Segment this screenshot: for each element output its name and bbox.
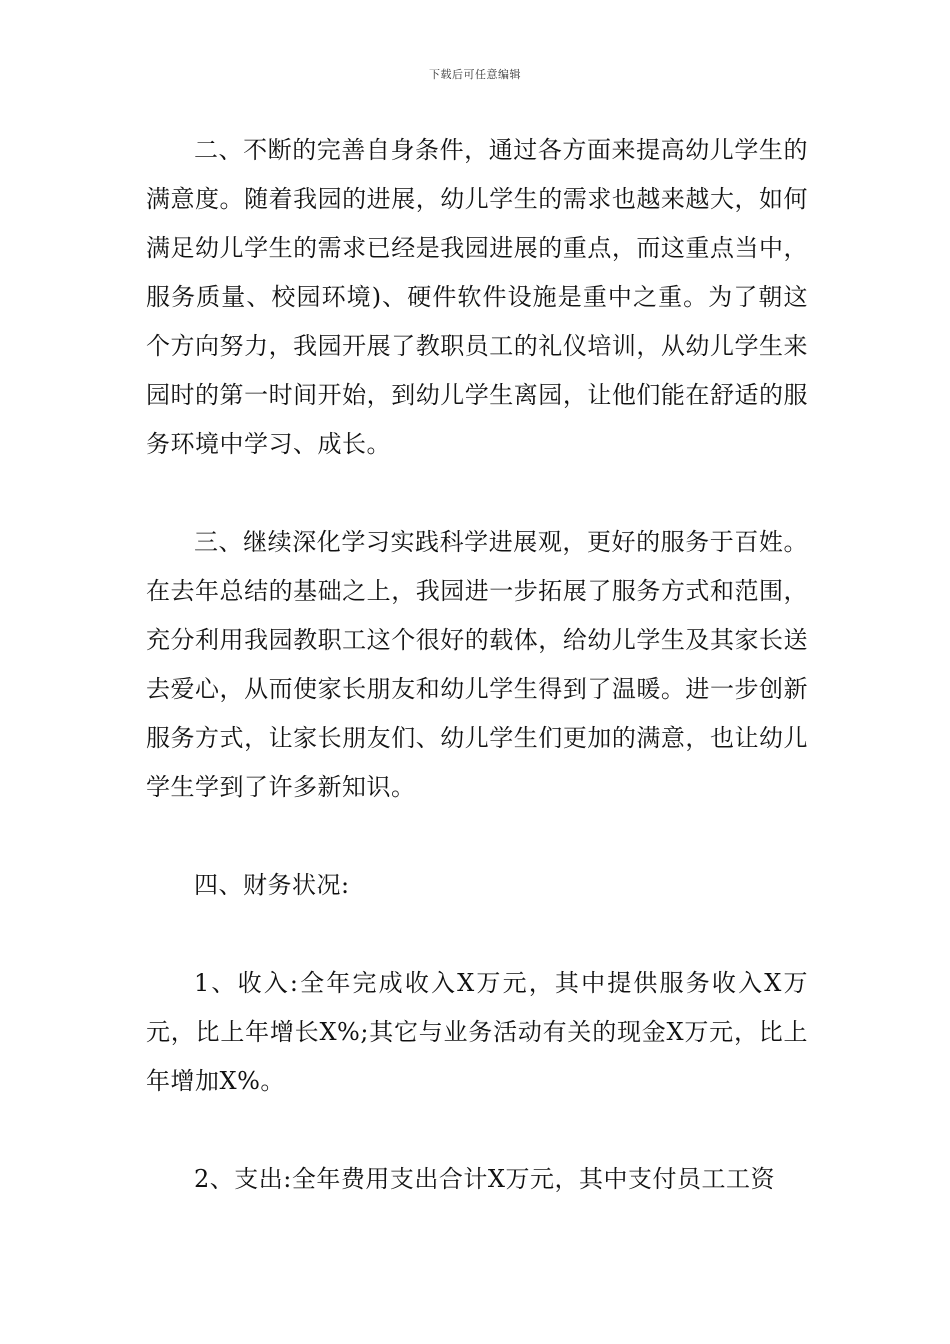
paragraph-spacer: [146, 469, 808, 518]
page-header-note: 下载后可任意编辑: [429, 68, 521, 81]
paragraph-expenditure: 2、支出:全年费用支出合计X万元，其中支付员工工资: [194, 1165, 775, 1193]
paragraph-income: 1、收入:全年完成收入X万元，其中提供服务收入X万元，比上年增长X%;其它与业务活动有关的现金X万元，比上年增加X%。: [146, 969, 808, 1095]
paragraph-spacer: [146, 1106, 808, 1155]
paragraph-spacer: [146, 910, 808, 959]
paragraph-deepen-learning: 三、继续深化学习实践科学进展观，更好的服务于百姓。在去年总结的基础之上，我园进一步拓展了服务方式和范围，充分利用我园教职工这个很好的载体，给幼儿学生及其家长送去爱心，从而使家长朋友和幼儿学生得到了温暖。进一步创新服务方式，让家长朋友们、幼儿学生们更加的满意，也让幼儿学生学到了许多新知识。: [146, 528, 808, 801]
paragraph-spacer: [146, 812, 808, 861]
document-body: [146, 126, 808, 1204]
paragraph-improve-conditions: 二、不断的完善自身条件，通过各方面来提高幼儿学生的满意度。随着我园的进展，幼儿学生的需求也越来越大，如何满足幼儿学生的需求已经是我园进展的重点，而这重点当中，服务质量、校园环境)、硬件软件设施是重中之重。为了朝这个方向努力，我园开展了教职员工的礼仪培训，从幼儿学生来园时的第一时间开始，到幼儿学生离园，让他们能在舒适的服务环境中学习、成长。: [146, 136, 808, 458]
section-heading-finance: 四、财务状况:: [194, 871, 350, 899]
